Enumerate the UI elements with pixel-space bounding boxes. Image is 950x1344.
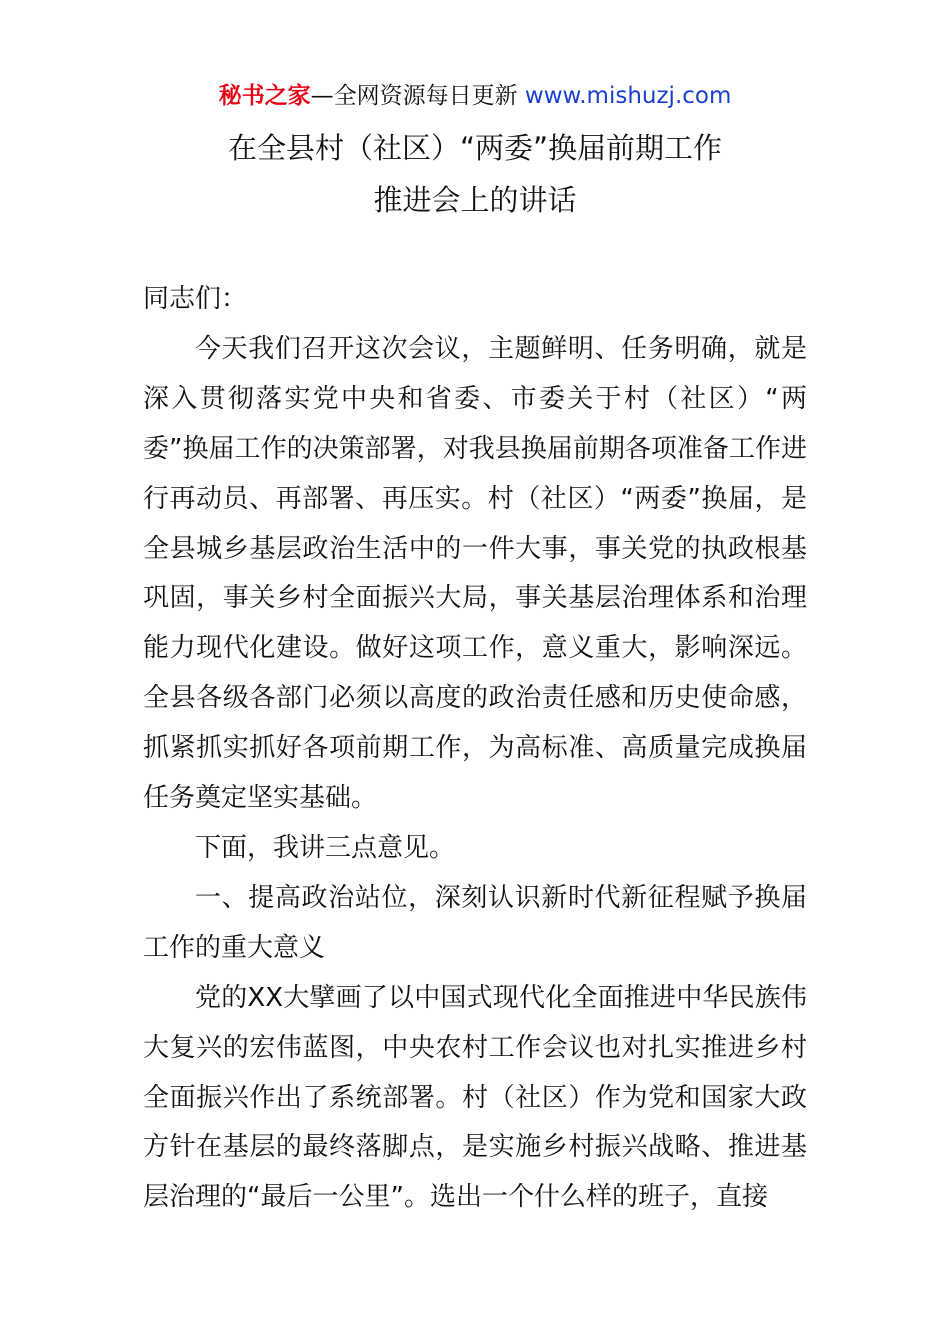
body-paragraph-transition: 下面，我讲三点意见。 bbox=[195, 832, 456, 863]
document-body bbox=[143, 275, 807, 1223]
site-url-link[interactable]: www.mishuzj.com bbox=[524, 83, 732, 109]
site-brand: 秘书之家 bbox=[218, 83, 311, 109]
body-paragraph-intro: 今天我们召开这次会议，主题鲜明、任务明确，就是深入贯彻落实党中央和省委、市委关于村（社区）“两委”换届工作的决策部署，对我县换届前期各项准备工作进行再动员、再部署、再压实。村（社区）“两委”换届，是全县城乡基层政治生活中的一件大事，事关党的执政根基巩固，事关乡村全面振兴大局，事关基层治理体系和治理能力现代化建设。做好这项工作，意义重大，影响深远。全县各级各部门必须以高度的政治责任感和历史使命感，抓紧抓实抓好各项前期工作，为高标准、高质量完成换届任务奠定坚实基础。 bbox=[143, 333, 807, 814]
site-header bbox=[0, 80, 950, 112]
salutation: 同志们： bbox=[143, 284, 248, 314]
body-paragraph-section-1: 党的XX大擘画了以中国式现代化全面推进中华民族伟大复兴的宏伟蓝图，中央农村工作会议也对扎实推进乡村全面振兴作出了系统部署。村（社区）作为党和国家大政方针在基层的最终落脚点，是实施乡村振兴战略、推进基层治理的“最后一公里”。选出一个什么样的班子，直接 bbox=[143, 982, 807, 1213]
site-tagline: —全网资源每日更新 bbox=[310, 83, 525, 109]
document-title-line-1: 在全县村（社区）“两委”换届前期工作 bbox=[227, 131, 723, 165]
document-title-line-2: 推进会上的讲话 bbox=[373, 183, 577, 217]
section-heading-1: 一、提高政治站位，深刻认识新时代新征程赋予换届工作的重大意义 bbox=[143, 882, 807, 963]
